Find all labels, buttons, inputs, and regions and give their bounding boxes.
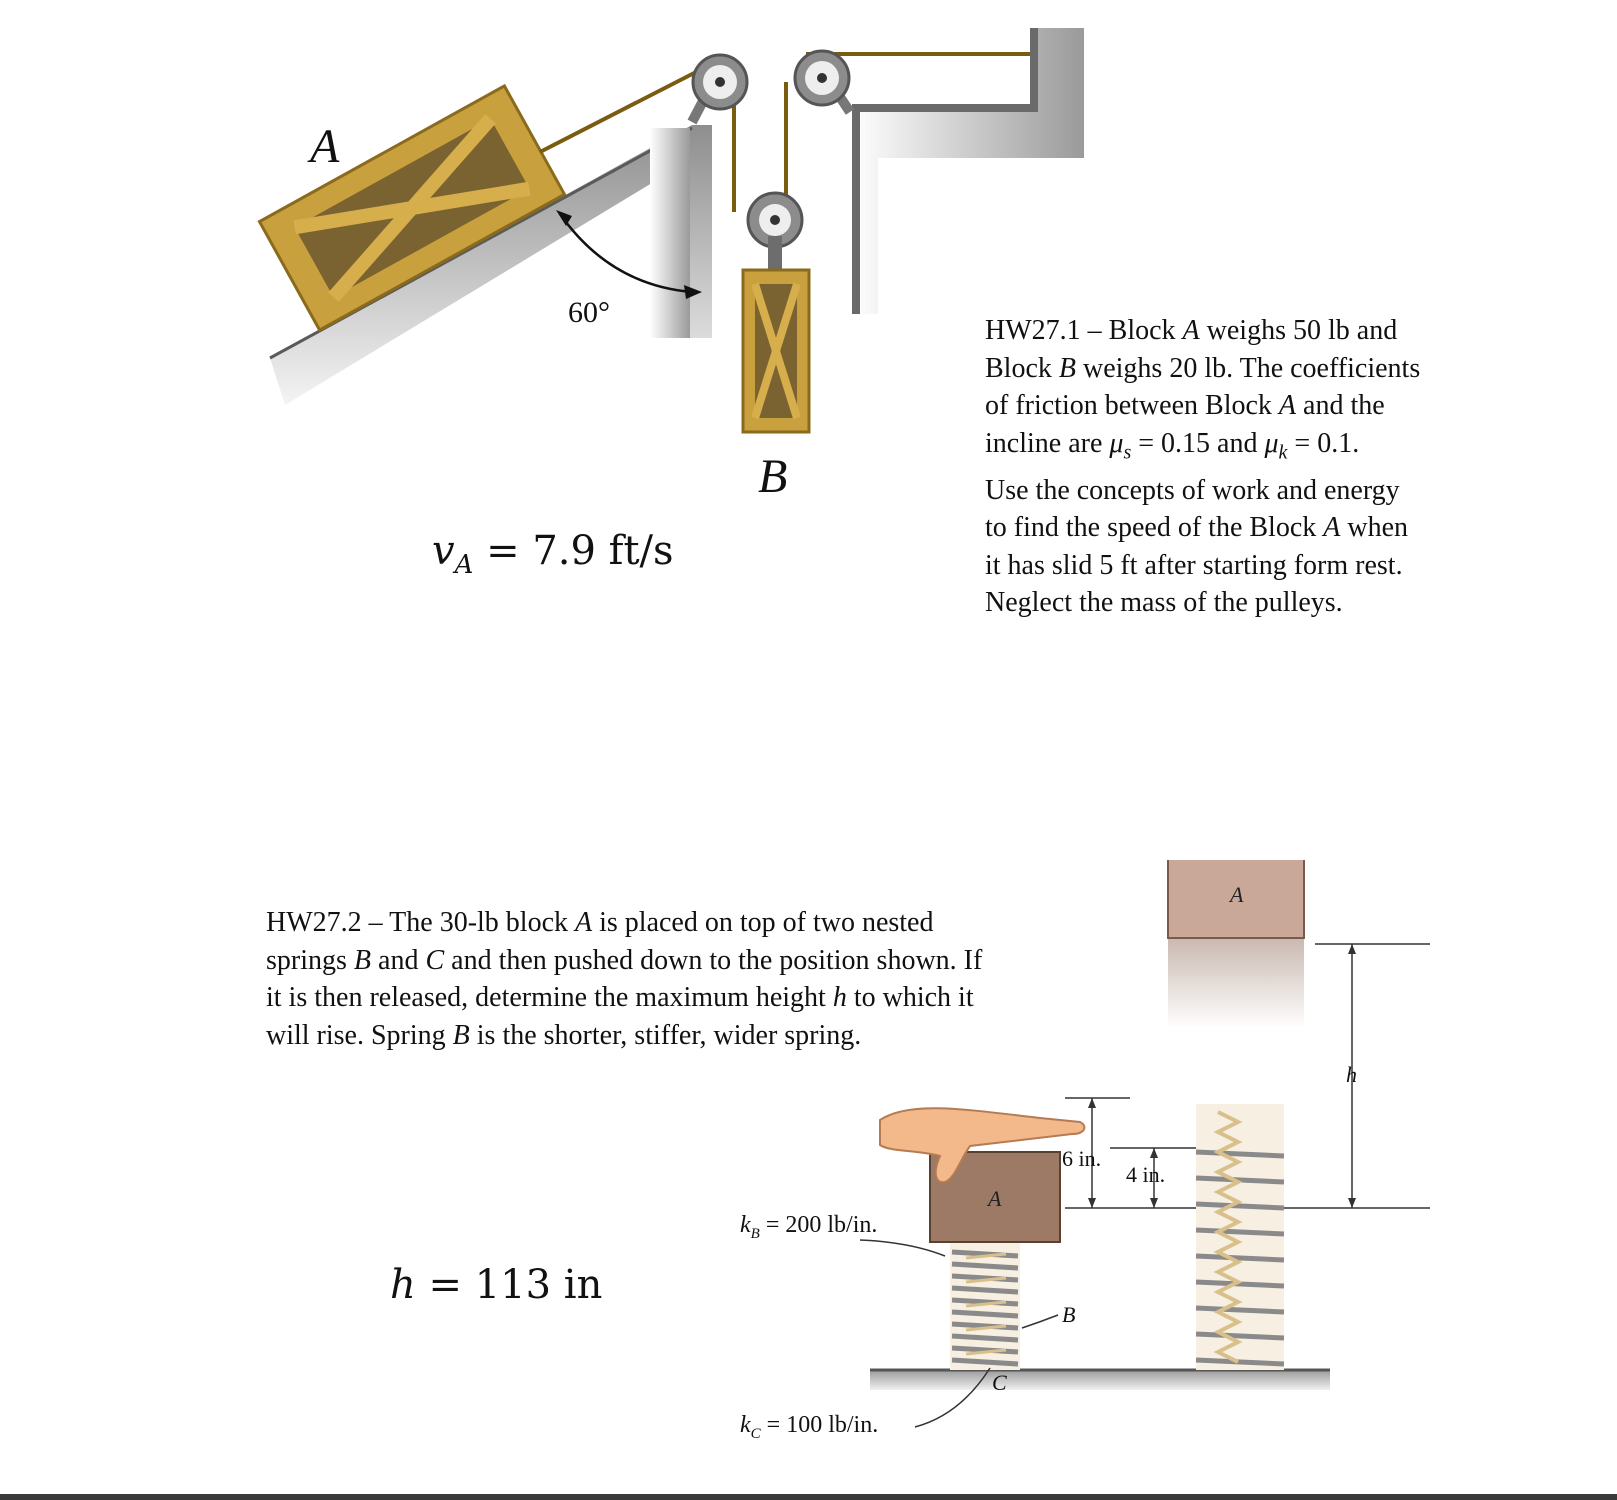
bottom-bar: [0, 1494, 1617, 1500]
support-edge-vert: [852, 104, 860, 314]
hw1-line-1: HW27.1 – Block A weighs 50 lb and: [985, 315, 1398, 346]
block-a-label-raised: A: [1230, 882, 1244, 907]
ceiling-support: [852, 28, 1084, 314]
label-b: B: [758, 450, 788, 500]
answer2-value: 113 in: [474, 1262, 603, 1308]
hw2-line-2: springs B and C and then pushed down to the position shown. If: [266, 944, 983, 976]
hw2-line-1: HW27.2 – The 30-lb block A is placed on top of two nested: [266, 907, 934, 938]
label-a: A: [310, 120, 340, 173]
label-c: C: [992, 1370, 1007, 1395]
hw27-1-text: [985, 312, 1605, 622]
b-leader: [1022, 1315, 1058, 1328]
angle-label: 60°: [568, 296, 610, 329]
dim-6in: 6 in.: [1062, 1146, 1102, 1171]
dim-h: h: [1346, 1062, 1357, 1087]
hw1-line-6: to find the speed of the Block A when: [985, 512, 1409, 544]
dim-4in: 4 in.: [1126, 1162, 1166, 1187]
answer2-equals: =: [415, 1262, 475, 1308]
hw1-line-3: of friction between Block A and the: [985, 390, 1385, 421]
answer-symbol: v: [432, 528, 455, 574]
block-a-label-pressed: A: [988, 1186, 1002, 1211]
spring-set-compressed: [950, 1242, 1020, 1370]
answer-subscript: A: [454, 550, 474, 580]
spring-set-extended: [1196, 1104, 1284, 1370]
hw2-line-4: will rise. Spring B is the shorter, stiffer, wider spring.: [266, 1019, 862, 1051]
pulley-3: [748, 193, 802, 272]
answer-equals: =: [473, 528, 533, 574]
support-edge-horz: [852, 104, 1038, 112]
kc-label: $k_C = 100$ lb/in.: [740, 1412, 879, 1442]
left-post: [650, 128, 690, 338]
block-a-fade: [1168, 938, 1304, 1028]
hw27-2-figure: [740, 860, 1430, 1450]
label-b-spring: B: [1062, 1302, 1076, 1327]
hw27-2-answer: [390, 1262, 602, 1308]
answer2-symbol: h: [390, 1262, 416, 1308]
support-edge-top: [1030, 28, 1038, 110]
pulley-2: [795, 51, 850, 112]
ground: [870, 1370, 1330, 1390]
answer-value: 7.9 ft/s: [532, 528, 674, 574]
hw2-line-3: it is then released, determine the maximum height h to which it: [266, 982, 974, 1013]
hw27-1-figure: [0, 0, 1120, 500]
crate-b: [743, 270, 809, 432]
hw1-line-4: incline are $\mu_s = 0.15$ and $\mu_k = 0.1$.: [985, 427, 1360, 464]
hw1-line-5: Use the concepts of work and energy: [985, 474, 1400, 506]
hw1-line-7: it has slid 5 ft after starting form rest.: [985, 549, 1403, 581]
hw27-1-answer: [432, 528, 674, 580]
kb-label: $k_B = 200$ lb/in.: [740, 1212, 878, 1242]
hw1-line-2: Block B weighs 20 lb. The coefficients: [985, 352, 1421, 384]
hw1-line-8: Neglect the mass of the pulleys.: [985, 587, 1343, 619]
pulley-1: [692, 55, 747, 122]
